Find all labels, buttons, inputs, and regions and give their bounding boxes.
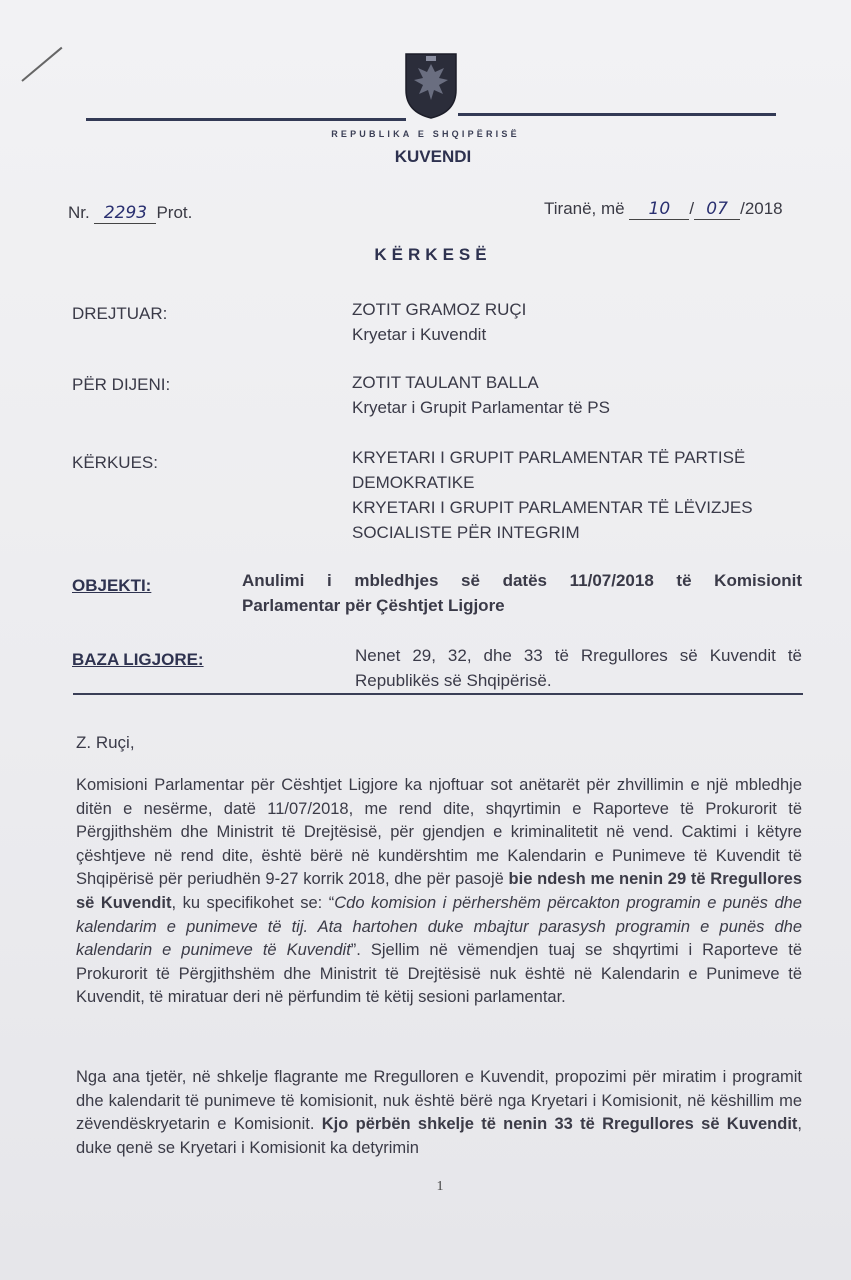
body-paragraph-2: Nga ana tjetër, në shkelje flagrante me Rregulloren e Kuvendit, propozimi për miratim i programit dhe kalendarit të punimeve të komisionit, nuk është bërë nga Kryetari i Komisionit, në këshillim me zëvendëskryetarin e Komisionit. Kjo përbën shkelje të nenin 33 të Rregullores së Kuvendit, duke qenë se Kryetari i Komisionit ka detyrimin: [76, 1068, 802, 1157]
drejtuar-label: DREJTUAR:: [72, 304, 168, 323]
page-number: 1: [436, 1179, 444, 1194]
baza-ligjore-label: BAZA LIGJORE:: [72, 650, 204, 669]
protocol-number-line: [68, 203, 192, 224]
date-year: /2018: [740, 199, 783, 218]
header-rule-right: [458, 113, 776, 116]
prot-label: Prot.: [156, 203, 193, 222]
per-dijeni-label: PËR DIJENI:: [72, 375, 171, 394]
body-paragraph-1: Komisioni Parlamentar për Cështjet Ligjore ka njoftuar sot anëtarët për zhvillimin e një mbledhje ditën e nesërme, datë 11/07/2018, me rend dite, shqyrtimin e Raporteve të Prokurorit të Përgjithshëm dhe Ministrit të Drejtësisë, për gjendjen e kriminalitetit në vend. Caktimi i këtyre çështjeve në rend dite, është bërë në kundërshtim me Kalendarin e Punimeve të Kuvendit të Shqipërisë për periudhën 9-27 korrik 2018, dhe për pasojë bie ndesh me nenin 29 të Rregullores së Kuvendit, ku specifikohet se: “Cdo komision i përhershëm përcakton programin e punës dhe kalendarim e punimeve të tij. Ata hartohen duke mbajtur parasysh programin e punës dhe kalendarin e punimeve të Kuvendit”. Sjellim në vëmendjen tuaj se shqyrtimi i Raporteve të Prokurorit të Përgjithshëm dhe Ministrit të Drejtësisë nuk është në Kalendarin e Punimeve të Kuvendit, të miratuar deri në përfundim të këtij sesioni parlamentar.: [76, 776, 802, 1007]
date-day: 10: [629, 199, 689, 220]
document-title: KËRKESË: [374, 245, 492, 264]
kerkues-label: KËRKUES:: [72, 453, 158, 472]
objekti-value: Anulimi i mbledhjes së datës 11/07/2018 të Komisionit Parlamentar për Çështjet Ligjore: [242, 571, 802, 615]
date-month: 07: [694, 199, 740, 220]
drejtuar-value: ZOTIT GRAMOZ RUÇI Kryetar i Kuvendit: [352, 300, 527, 344]
date-line: Tiranë, më 10 / 07 /2018: [544, 199, 783, 219]
albanian-emblem-icon: [402, 50, 460, 120]
per-dijeni-value: ZOTIT TAULANT BALLA Kryetar i Grupit Parlamentar të PS: [352, 373, 610, 417]
kerkues-value: KRYETARI I GRUPIT PARLAMENTAR TË PARTISË DEMOKRATIKE KRYETARI I GRUPIT PARLAMENTAR TË LËVIZJES SOCIALISTE PËR INTEGRIM: [352, 448, 753, 542]
nr-label: Nr.: [68, 203, 90, 222]
republic-name: REPUBLIKA E SHQIPËRISË: [331, 129, 520, 139]
place-label: Tiranë, më: [544, 199, 625, 218]
pen-mark: [21, 47, 62, 82]
objekti-label: OBJEKTI:: [72, 576, 152, 595]
protocol-number: 2293: [94, 203, 156, 224]
header-rule-left: [86, 118, 406, 121]
salutation: Z. Ruçi,: [76, 733, 135, 752]
institution-name: KUVENDI: [394, 147, 472, 166]
baza-ligjore-value: Nenet 29, 32, dhe 33 të Rregullores së Kuvendit të Republikës së Shqipërisë.: [355, 646, 802, 690]
section-divider: [73, 693, 803, 695]
